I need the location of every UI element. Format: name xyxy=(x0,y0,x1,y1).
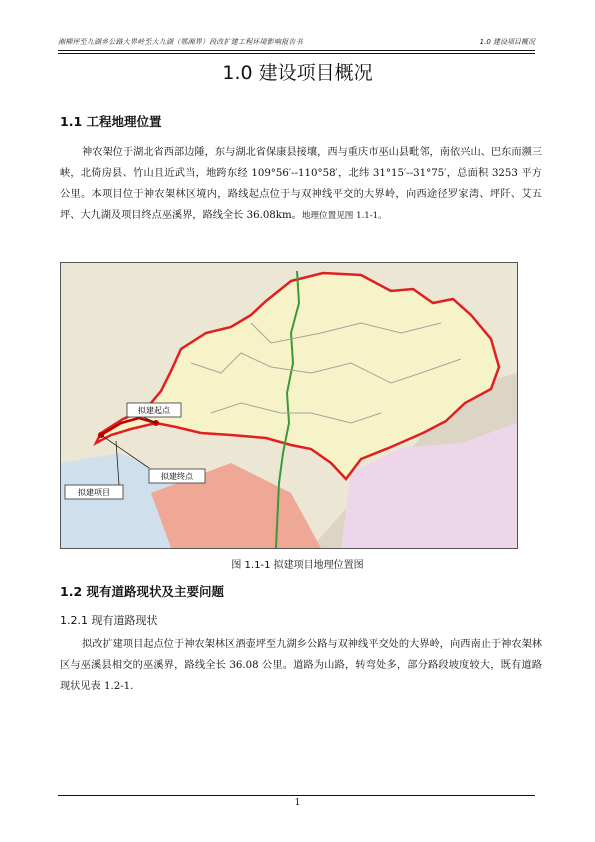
paragraph-figure-reference: 地理位置见图 1.1-1。 xyxy=(301,211,387,221)
section-1-1-paragraph xyxy=(60,142,542,227)
project-label: 拟建项目 xyxy=(78,488,110,497)
page-number: 1 xyxy=(294,798,301,808)
figure-caption: 图 1.1-1 拟建项目地理位置图 xyxy=(231,560,364,571)
map-graphic xyxy=(61,263,517,548)
header-rule-thin xyxy=(58,53,535,54)
header-rule xyxy=(58,50,535,51)
end-label: 拟建终点 xyxy=(161,472,193,481)
section-heading-1-1: 1.1 工程地理位置 xyxy=(60,114,162,129)
running-header xyxy=(58,34,535,48)
paragraph-main-text: 神农架位于湖北省西部边陲，东与湖北省保康县接壤，西与重庆市巫山县毗邻，南依兴山、巴东而濒三峡，北倚房县、竹山且近武当，地跨东经 109°56′--110°58′，北纬 31°15′--31°75′，总面积 3253 平方公里。本项目位于神农架林区境内，路线起点位于与双神线平交的大界岭，向西途径罗家湾、坪阡、艾五坪、大九湖及项目终点巫溪界，路线全长 36.08km。 xyxy=(60,147,542,221)
chapter-title: 1.0 建设项目概况 xyxy=(222,62,373,84)
location-map xyxy=(60,262,518,549)
header-report-title: 湘柳坪至九湖乡公路大界岭至大九湖（鄂湘界）段改扩建工程环境影响报告书 xyxy=(58,38,303,46)
section-1-2-1-paragraph: 拟改扩建项目起点位于神农架林区酒壶坪至九湖乡公路与双神线平交处的大界岭，向西南止于神农架林区与巫溪县相交的巫溪界，路线全长 36.08 公里。道路为山路，转弯处多，部分路段坡度较大，既有道路现状见表 1.2-1. xyxy=(60,639,542,692)
section-heading-1-2: 1.2 现有道路现状及主要问题 xyxy=(60,584,224,599)
subsection-heading-1-2-1: 1.2.1 现有道路现状 xyxy=(60,614,158,627)
footer-rule xyxy=(58,795,535,796)
start-label: 拟建起点 xyxy=(138,406,170,415)
header-chapter: 1.0 建设项目概况 xyxy=(479,38,535,46)
